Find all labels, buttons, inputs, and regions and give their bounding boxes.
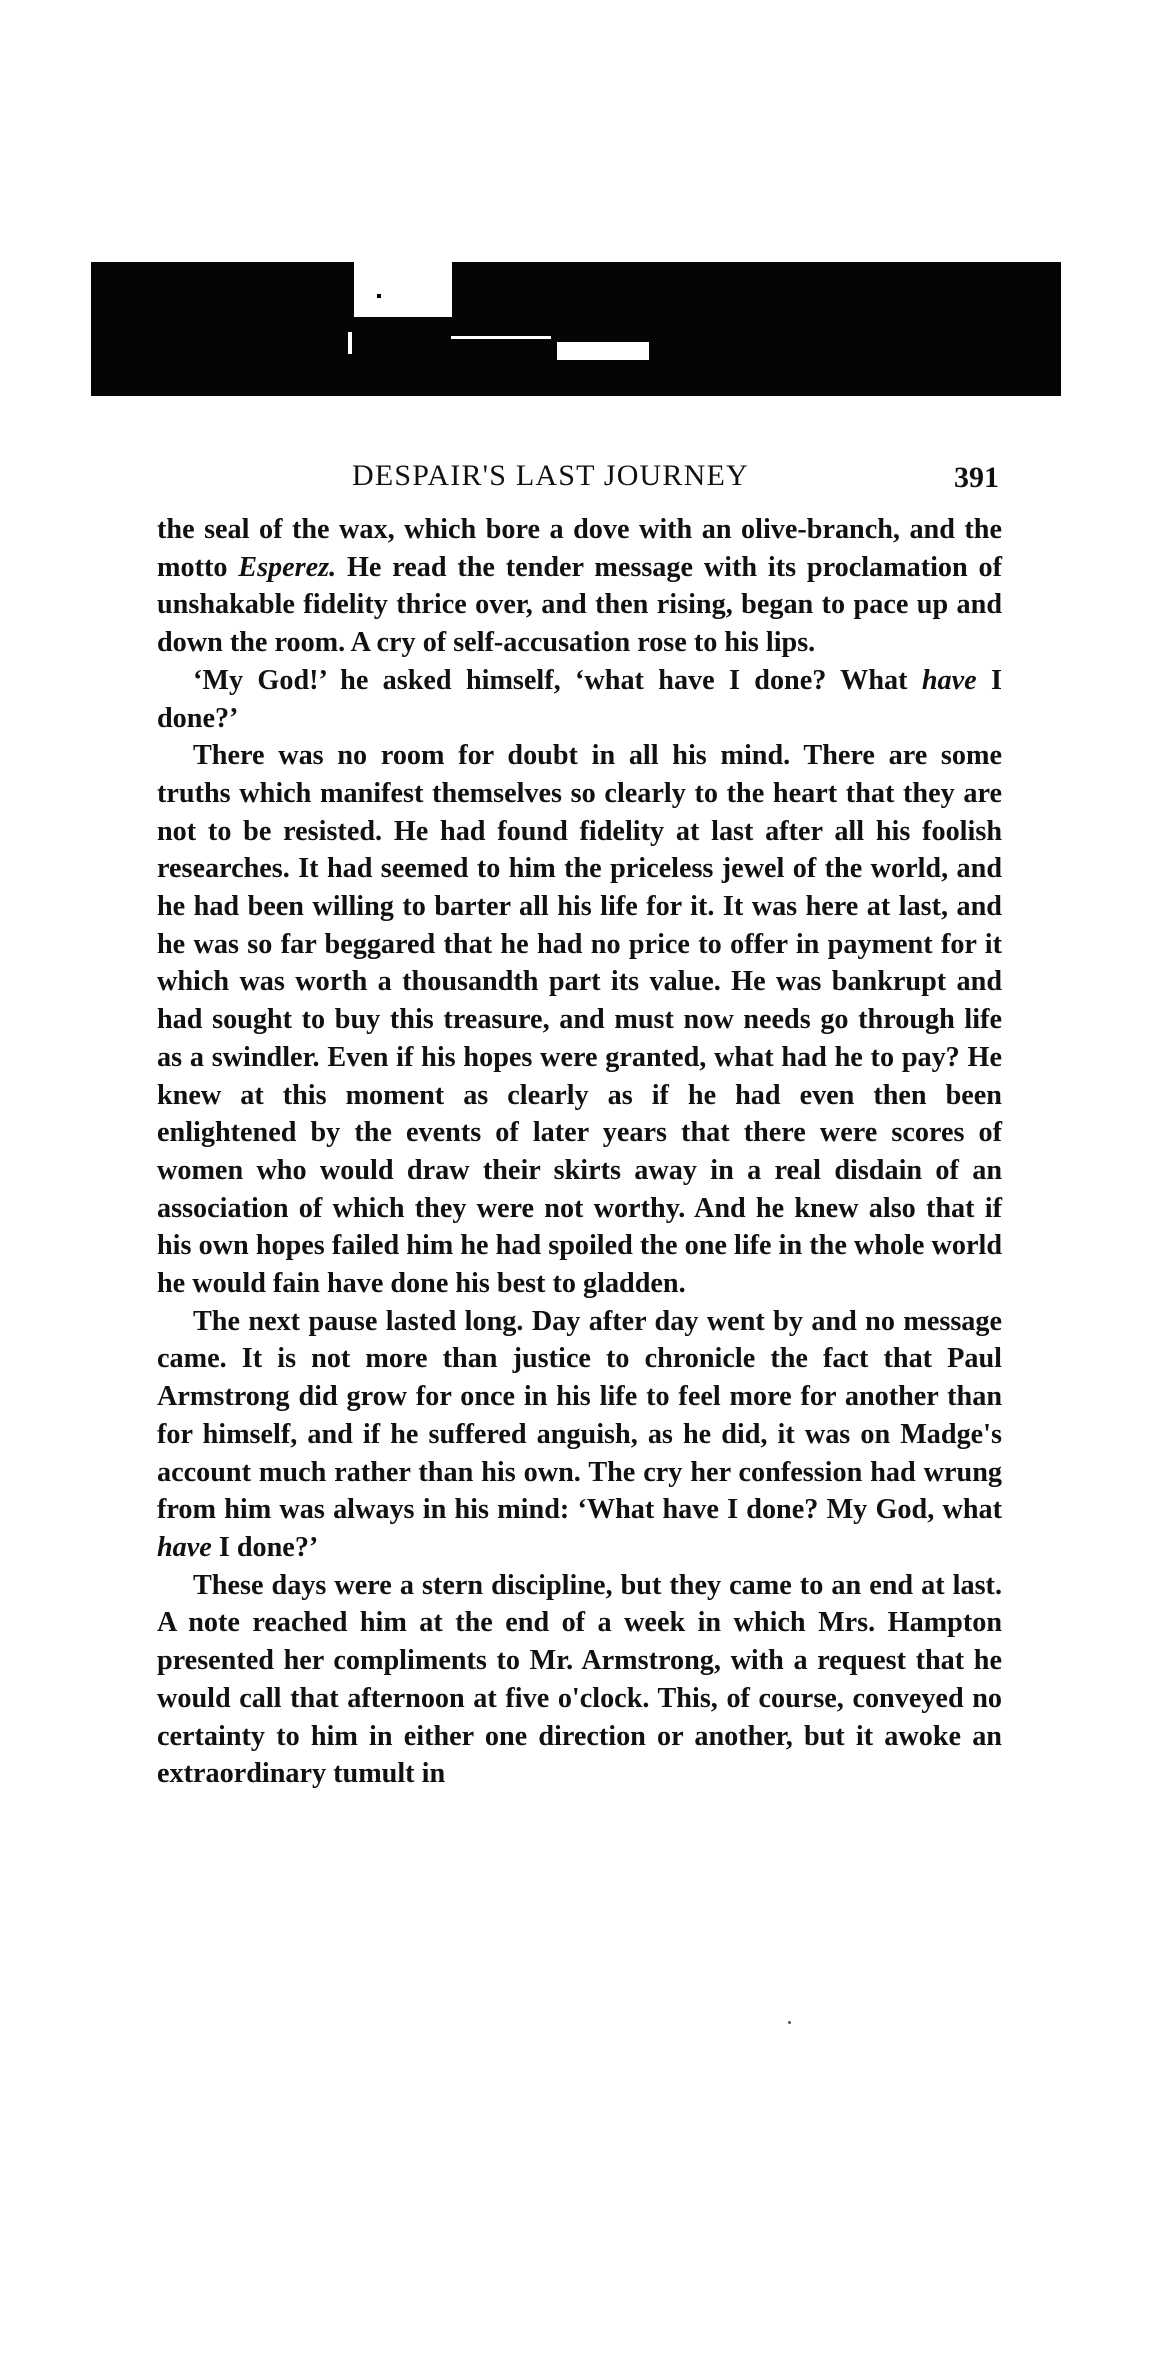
paragraph-text: There was no room for doubt in all his mind. There are some truths which manifest themselves so clearly to the heart that they are not to be resisted. He had found fidelity at last after all his foolish researches. It had seemed to him the priceless jewel of the world, and he had been willing to barter all his life for it. It was here at last, and he was so far beggared that he had no price to offer in payment for it which was worth a thousandth part its value. He was bankrupt and had sought to buy this treasure, and must now needs go through life as a swindler. Even if his hopes were granted, what had he to pay? He knew at this moment as clearly as if he had even then been enlightened by the events of later years that there were scores of women who would draw their skirts away in a real disdain of an association of which they were not worthy. And he knew also that if his own hopes failed him he had spoiled the one life in the whole world he would fain have done his best to gladden. — [157, 740, 1002, 1300]
paragraph — [157, 662, 1002, 737]
paragraph — [157, 1567, 1002, 1793]
paragraph-text: These days were a stern discipline, but they came to an end at last. A note reached him at the end of a week in which Mrs. Hampton presented her compliments to Mr. Armstrong, with a request that he would call that afternoon at five o'clock. This, of course, conveyed no certainty to him in either one direction or another, but it awoke an extraordinary tumult in — [157, 1569, 1002, 1790]
emphasis-text: have — [921, 664, 977, 696]
paragraph-text: He read the tender message with its proclamation of unshakable fidelity thrice over, and then rising, began to pace up and down the room. A cry of self-accusation rose to his lips. — [157, 551, 1002, 659]
scan-notch — [348, 332, 352, 354]
scan-mark — [557, 342, 649, 360]
page-number: 391 — [954, 461, 999, 494]
paragraph-text: I done?’ — [157, 664, 1002, 734]
scan-notch — [354, 262, 452, 317]
running-head — [157, 456, 1017, 496]
running-title: DESPAIR'S LAST JOURNEY — [352, 459, 749, 492]
scan-mark — [451, 336, 551, 339]
scan-redaction-bar — [91, 262, 1061, 396]
body-text — [157, 511, 1002, 1793]
paragraph — [157, 1303, 1002, 1567]
paragraph-text: the seal of the wax, which bore a dove with an olive-branch, and the motto — [157, 514, 1002, 583]
emphasis-text: have — [157, 1531, 212, 1563]
scan-speck — [377, 294, 381, 298]
scan-speck — [788, 2021, 791, 2024]
paragraph — [157, 511, 1002, 662]
paragraph-text: I done?’ — [211, 1531, 319, 1563]
emphasis-text: Esperez. — [238, 551, 337, 583]
paragraph-text: ‘My God!’ he asked himself, ‘what have I done? What — [193, 664, 922, 696]
paragraph-text: The next pause lasted long. Day after day went by and no message came. It is not more than justice to chronicle the fact that Paul Armstrong did grow for once in his life to feel more for another than for himself, and if he suffered anguish, as he did, it was on Madge's account much rather than his own. The cry her confession had wrung from him was always in his mind: ‘What have I done? My God, what — [157, 1305, 1002, 1526]
paragraph — [157, 737, 1002, 1303]
